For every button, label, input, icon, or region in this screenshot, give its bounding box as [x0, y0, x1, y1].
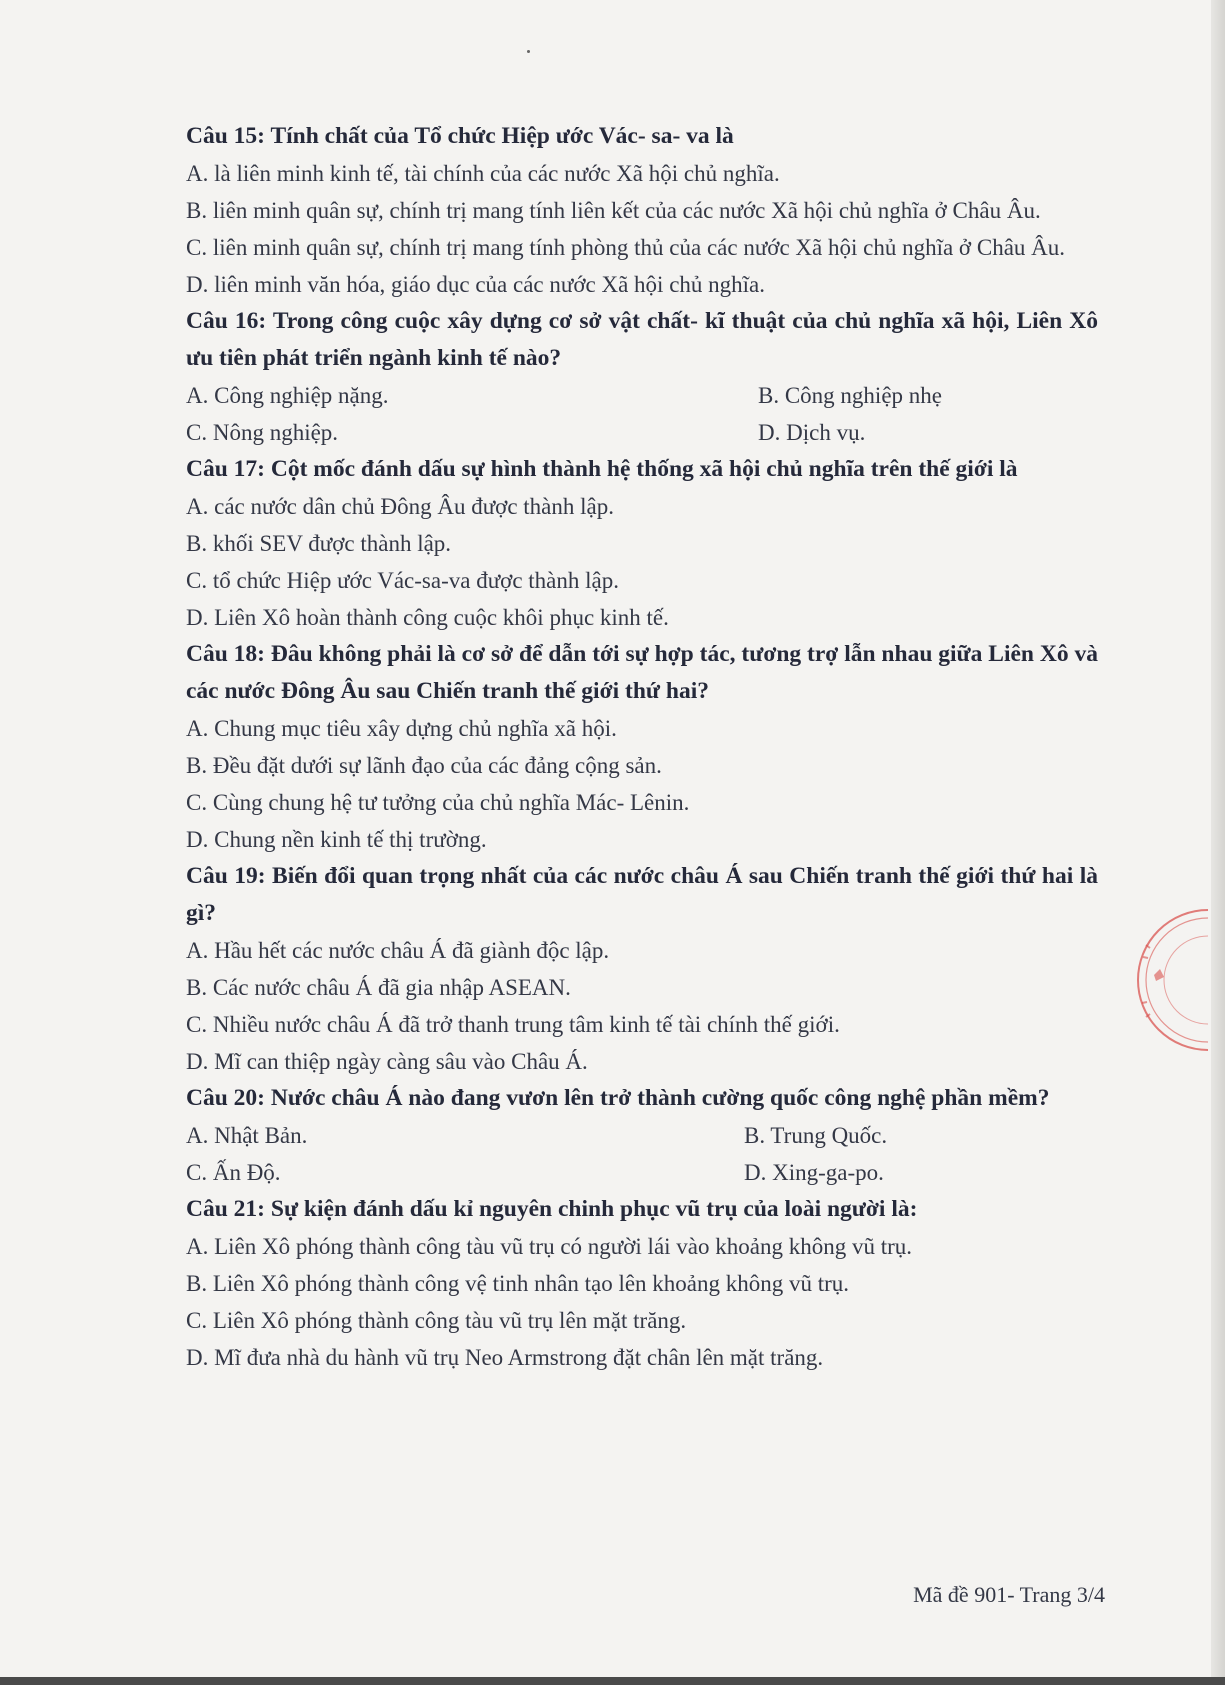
question-number: Câu 16:	[186, 308, 267, 334]
scan-bottom-border	[0, 1677, 1225, 1685]
question-text: Tính chất của Tổ chức Hiệp ước Vác- sa- va là	[270, 123, 734, 149]
option-c: C. Nông nghiệp.	[186, 420, 339, 445]
option-a: A. Hầu hết các nước châu Á đã giành độc lập.	[186, 938, 610, 963]
option-d: D. Mĩ đưa nhà du hành vũ trụ Neo Armstrong đặt chân lên mặt trăng.	[186, 1345, 824, 1370]
scan-speck	[527, 50, 530, 53]
question-19	[186, 858, 1098, 1080]
question-number: Câu 21:	[186, 1196, 265, 1222]
question-21	[186, 1191, 1098, 1376]
option-b: B. Liên Xô phóng thành công vệ tinh nhân tạo lên khoảng không vũ trụ.	[186, 1271, 850, 1296]
option-row	[186, 414, 1098, 451]
question-number: Câu 18:	[186, 641, 266, 667]
option-c: C. Nhiều nước châu Á đã trở thanh trung tâm kinh tế tài chính thế giới.	[186, 1012, 840, 1037]
question-text: Biến đổi quan trọng nhất của các nước châu Á sau Chiến tranh thế giới thứ hai là gì?	[186, 863, 1098, 926]
option-b: B. Đều đặt dưới sự lãnh đạo của các đảng cộng sản.	[186, 753, 662, 778]
option-c: C. Liên Xô phóng thành công tàu vũ trụ lên mặt trăng.	[186, 1308, 687, 1333]
question-number: Câu 19:	[186, 863, 266, 889]
option-c: C. tổ chức Hiệp ước Vác-sa-va được thành lập.	[186, 568, 619, 593]
option-d: D. Liên Xô hoàn thành công cuộc khôi phục kinh tế.	[186, 605, 669, 630]
question-stem	[186, 451, 1098, 488]
question-number: Câu 15:	[186, 123, 265, 149]
option-a: A. Liên Xô phóng thành công tàu vũ trụ có người lái vào khoảng không vũ trụ.	[186, 1234, 913, 1259]
question-text: Đâu không phải là cơ sở để dẫn tới sự hợp tác, tương trợ lẫn nhau giữa Liên Xô và các nước Đông Âu sau Chiến tranh thế giới thứ hai?	[186, 641, 1098, 704]
option-row	[186, 377, 1098, 414]
red-stamp-seal	[1128, 905, 1208, 1055]
question-number: Câu 17:	[186, 456, 265, 482]
page-footer: Mã đề 901- Trang 3/4	[913, 1582, 1105, 1607]
option-row	[186, 1117, 1098, 1154]
question-text: Nước châu Á nào đang vươn lên trở thành cường quốc công nghệ phần mềm?	[270, 1085, 1050, 1111]
option-b: B. Các nước châu Á đã gia nhập ASEAN.	[186, 975, 571, 1000]
question-20	[186, 1080, 1098, 1191]
option-c: C. Ấn Độ.	[186, 1160, 281, 1185]
option-a: A. các nước dân chủ Đông Âu được thành lập.	[186, 494, 614, 519]
option-b: B. khối SEV được thành lập.	[186, 531, 452, 556]
question-number: Câu 20:	[186, 1085, 265, 1111]
option-a: A. Nhật Bản.	[186, 1123, 308, 1148]
question-16	[186, 303, 1098, 451]
page-edge	[1211, 0, 1225, 1685]
exam-content	[186, 118, 1098, 1376]
question-15	[186, 118, 1098, 303]
option-b: B. liên minh quân sự, chính trị mang tính liên kết của các nước Xã hội chủ nghĩa ở Châu Âu.	[186, 198, 1041, 223]
question-stem	[186, 636, 1098, 710]
question-18	[186, 636, 1098, 858]
option-a: A. Công nghiệp nặng.	[186, 383, 389, 408]
question-text: Cột mốc đánh dấu sự hình thành hệ thống xã hội chủ nghĩa trên thế giới là	[270, 456, 1018, 482]
option-c: C. Cùng chung hệ tư tưởng của chủ nghĩa Mác- Lênin.	[186, 790, 690, 815]
option-d: D. Xing-ga-po.	[744, 1160, 884, 1185]
question-stem	[186, 858, 1098, 932]
option-b: B. Công nghiệp nhẹ	[758, 383, 942, 408]
option-d: D. Mĩ can thiệp ngày càng sâu vào Châu Á.	[186, 1049, 588, 1074]
question-stem	[186, 118, 1098, 155]
option-b: B. Trung Quốc.	[744, 1123, 888, 1148]
option-d: D. liên minh văn hóa, giáo dục của các nước Xã hội chủ nghĩa.	[186, 272, 765, 297]
option-row	[186, 1154, 1098, 1191]
option-d: D. Dịch vụ.	[758, 420, 866, 445]
question-text: Trong công cuộc xây dựng cơ sở vật chất- kĩ thuật của chủ nghĩa xã hội, Liên Xô ưu tiên phát triển ngành kinh tế nào?	[186, 308, 1098, 371]
option-a: A. Chung mục tiêu xây dựng chủ nghĩa xã hội.	[186, 716, 617, 741]
option-d: D. Chung nền kinh tế thị trường.	[186, 827, 487, 852]
option-a: A. là liên minh kinh tế, tài chính của các nước Xã hội chủ nghĩa.	[186, 161, 780, 186]
question-17	[186, 451, 1098, 636]
question-stem	[186, 303, 1098, 377]
option-c: C. liên minh quân sự, chính trị mang tính phòng thủ của các nước Xã hội chủ nghĩa ở Châu Âu.	[186, 235, 1066, 260]
question-stem	[186, 1080, 1098, 1117]
question-stem	[186, 1191, 1098, 1228]
question-text: Sự kiện đánh dấu kỉ nguyên chinh phục vũ trụ của loài người là:	[270, 1196, 918, 1222]
